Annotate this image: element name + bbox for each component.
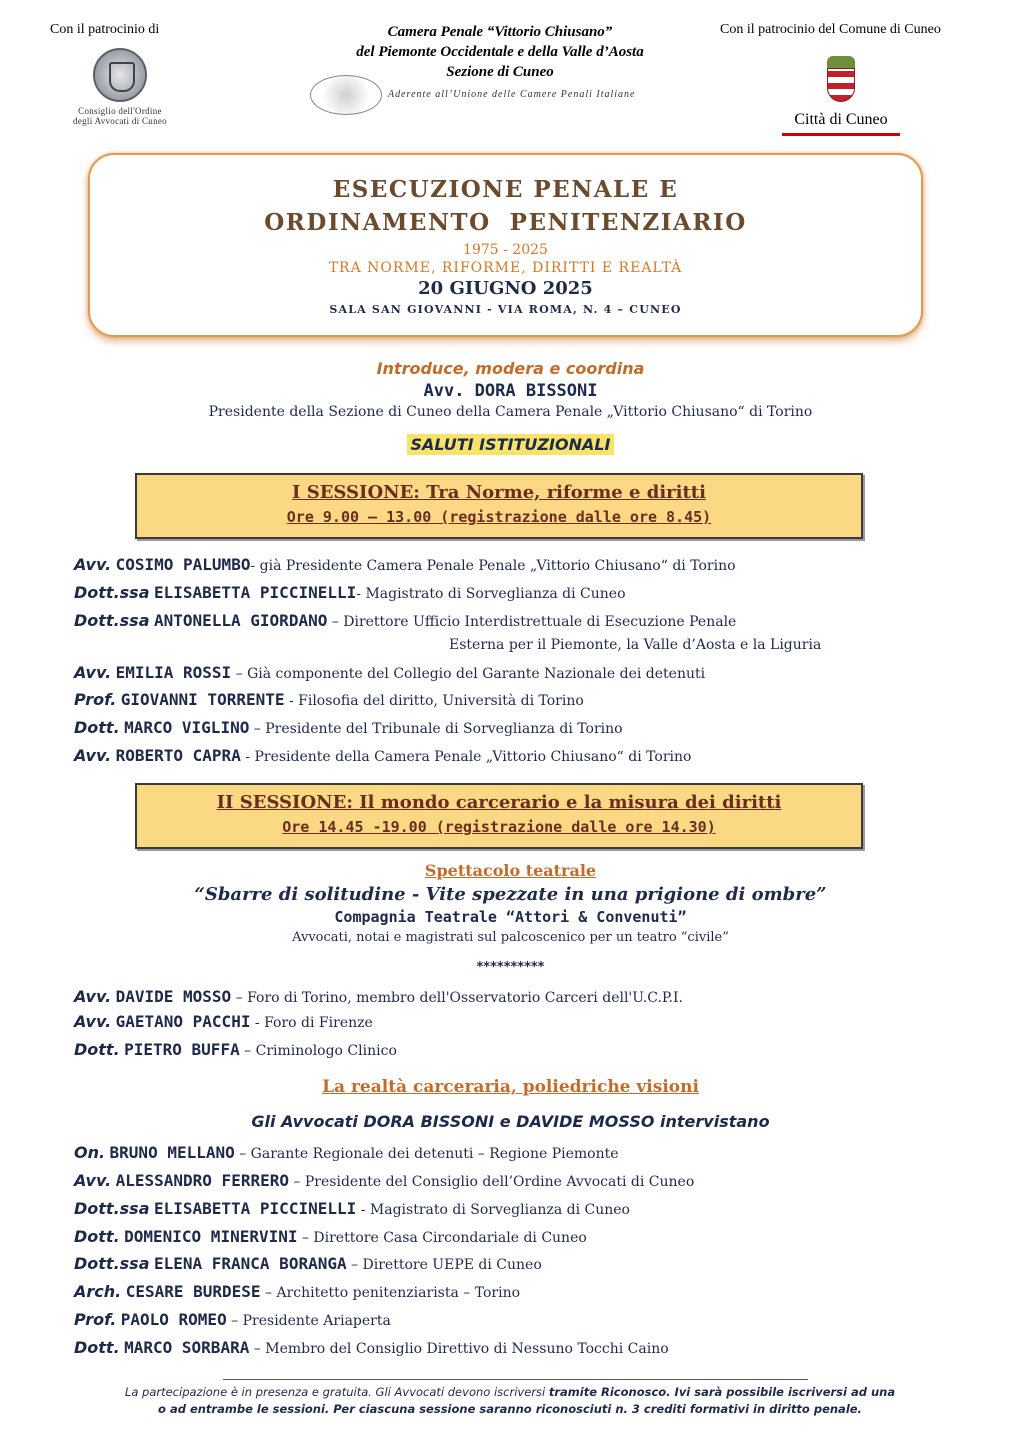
- speaker-title: Dott.ssa: [74, 1199, 150, 1218]
- speaker-title: Avv.: [74, 555, 112, 574]
- speaker-title: Dott.ssa: [74, 611, 150, 630]
- speaker-role: Filosofia del diritto, Università di Torino: [298, 693, 584, 709]
- header-left: [50, 22, 190, 126]
- speaker-row: [74, 581, 974, 606]
- patronage-right: Con il patrocinio del Comune di Cuneo: [720, 22, 941, 37]
- speaker-row: [74, 1141, 974, 1166]
- speaker-separator: –: [260, 1285, 277, 1301]
- event-date: 20 GIUGNO 2025: [418, 278, 593, 299]
- footer-divider: [223, 1379, 808, 1380]
- speaker-name: ALESSANDRO FERRERO: [115, 1171, 289, 1190]
- speaker-separator: –: [239, 1043, 256, 1059]
- moderator-name: Avv. DORA BISSONI: [423, 381, 598, 401]
- speaker-separator: -: [284, 693, 299, 709]
- session-1-box: [135, 473, 863, 539]
- speaker-row: [74, 985, 974, 1010]
- theatre-company: Compagnia Teatrale “Attori & Convenuti”: [334, 908, 687, 926]
- speaker-row: [74, 1252, 974, 1277]
- patronage-left: Con il patrocinio di: [50, 22, 160, 37]
- event-title-box: [88, 153, 923, 337]
- speaker-separator: –: [234, 1146, 251, 1162]
- cuneo-logo-text: Città di Cuneo: [794, 111, 888, 128]
- session-1-title: I SESSIONE: Tra Norme, riforme e diritti: [292, 482, 706, 503]
- speaker-role: Presidente del Tribunale di Sorveglianza di Torino: [265, 721, 623, 737]
- speaker-role: Magistrato di Sorveglianza di Cuneo: [369, 1202, 630, 1218]
- speaker-row: [74, 1038, 974, 1063]
- play-title: “Sbarre di solitudine - Vite spezzate in una prigione di ombre”: [194, 884, 827, 905]
- speaker-row: [74, 661, 974, 686]
- speaker-separator: -: [240, 749, 255, 765]
- speaker-title: Dott.ssa: [74, 1254, 150, 1273]
- speaker-title: Avv.: [74, 1171, 112, 1190]
- speaker-title: Dott.: [74, 1040, 120, 1059]
- speaker-separator: –: [346, 1257, 363, 1273]
- speaker-role: Direttore UEPE di Cuneo: [362, 1257, 542, 1273]
- speaker-separator: -: [356, 1202, 370, 1218]
- speaker-title: Avv.: [74, 987, 112, 1006]
- speaker-name: ELISABETTA PICCINELLI: [153, 583, 357, 602]
- speaker-title: Avv.: [74, 663, 112, 682]
- speaker-separator: –: [249, 721, 266, 737]
- speaker-role: Già componente del Collegio del Garante Nazionale dei detenuti: [247, 666, 706, 682]
- speaker-role: Garante Regionale dei detenuti – Regione Piemonte: [250, 1146, 619, 1162]
- bar-council-name: [50, 106, 190, 126]
- header-center: [300, 22, 700, 82]
- speaker-separator: –: [231, 990, 248, 1006]
- bar-council-seal-icon: [93, 48, 147, 102]
- speaker-name: ELISABETTA PICCINELLI: [153, 1199, 357, 1218]
- speaker-row: [74, 1169, 974, 1194]
- speaker-role: Criminologo Clinico: [255, 1043, 397, 1059]
- speaker-role: Architetto penitenziarista – Torino: [276, 1285, 521, 1301]
- speaker-separator: –: [288, 1174, 305, 1190]
- theatre-label: [0, 861, 1021, 880]
- footer-part3: o ad entrambe le sessioni. Per ciascuna sessione saranno riconosciuti n. 3 crediti formativi in diritto penale.: [158, 1402, 862, 1416]
- speaker-row: [74, 1010, 974, 1035]
- institutional-greetings: [0, 434, 1021, 455]
- speaker-row: [74, 688, 974, 713]
- speaker-row: [74, 1197, 974, 1222]
- speaker-name: DOMENICO MINERVINI: [124, 1227, 298, 1246]
- speaker-name: ELENA FRANCA BORANGA: [153, 1254, 347, 1273]
- speaker-title: Dott.: [74, 1227, 120, 1246]
- speaker-name: PIETRO BUFFA: [124, 1040, 240, 1059]
- speaker-row: [74, 716, 974, 741]
- speaker-role: Presidente Ariaperta: [242, 1313, 391, 1329]
- event-title-line1: ESECUZIONE PENALE E: [332, 176, 679, 203]
- intro-label: Introduce, modera e coordina: [376, 359, 645, 378]
- speaker-role: Foro di Torino, membro dell'Osservatorio Carceri dell'U.C.P.I.: [247, 990, 683, 1006]
- speaker-title: Dott.: [74, 1338, 120, 1357]
- speaker-role: già Presidente Camera Penale Penale „Vittorio Chiusano“ di Torino: [259, 558, 736, 574]
- speaker-name: GAETANO PACCHI: [115, 1012, 251, 1031]
- session-2-box: [135, 783, 863, 849]
- speaker-title: Avv.: [74, 746, 112, 765]
- speaker-row: [74, 1225, 974, 1250]
- speaker-title: Prof.: [74, 690, 117, 709]
- speaker-name: MARCO SORBARA: [124, 1338, 250, 1357]
- event-years: 1975 - 2025: [463, 242, 548, 258]
- speaker-row: [74, 744, 974, 769]
- organizer-logo-row: [310, 75, 700, 119]
- speaker-role: Membro del Consiglio Direttivo di Nessuno Tocchi Caino: [265, 1341, 669, 1357]
- speaker-row: [74, 1280, 974, 1305]
- speaker-role: Direttore Casa Circondariale di Cuneo: [313, 1230, 587, 1246]
- adherent-text: Aderente all’Unione delle Camere Penali Italiane: [388, 89, 636, 100]
- speaker-row: [74, 1308, 974, 1333]
- organizer-line3: Sezione di Cuneo: [446, 64, 554, 80]
- realta-label-text: La realtà carceraria, poliedriche visioni: [322, 1077, 699, 1097]
- speaker-role: Presidente del Consiglio dell’Ordine Avvocati di Cuneo: [304, 1174, 695, 1190]
- moderator-role: Presidente della Sezione di Cuneo della Camera Penale „Vittorio Chiusano“ di Torino: [208, 404, 813, 420]
- speaker-title: Prof.: [74, 1310, 117, 1329]
- institutional-greetings-label: SALUTI ISTITUZIONALI: [407, 434, 615, 455]
- speaker-name: MARCO VIGLINO: [124, 718, 250, 737]
- speaker-name: CESARE BURDESE: [125, 1282, 261, 1301]
- speaker-name: ANTONELLA GIORDANO: [153, 611, 328, 630]
- interview-line: Gli Avvocati DORA BISSONI e DAVIDE MOSSO intervistano: [251, 1112, 770, 1131]
- footer-part2: tramite Riconosco. Ivi sarà possibile iscriversi ad una: [548, 1385, 896, 1399]
- speaker-role: Presidente della Camera Penale „Vittorio Chiusano“ di Torino: [254, 749, 692, 765]
- speaker-separator: –: [297, 1230, 314, 1246]
- speaker-role: Direttore Ufficio Interdistrettuale di Esecuzione Penale: [343, 614, 737, 630]
- camera-penale-medallion-icon: [310, 75, 382, 115]
- session-2-title: II SESSIONE: Il mondo carcerario e la misura dei diritti: [216, 792, 782, 813]
- organizer-line1: Camera Penale “Vittorio Chiusano”: [387, 24, 613, 40]
- speaker-name: GIOVANNI TORRENTE: [120, 690, 285, 709]
- cuneo-logo: [782, 52, 900, 136]
- speaker-title: Arch.: [74, 1282, 122, 1301]
- header-right: [720, 22, 1005, 128]
- footer-note: [70, 1384, 950, 1418]
- event-venue: SALA SAN GIOVANNI - VIA ROMA, N. 4 – CUNEO: [329, 303, 682, 316]
- cuneo-crest-icon: [824, 56, 858, 104]
- footer-part1: La partecipazione è in presenza e gratuita. Gli Avvocati devono iscriversi: [124, 1385, 549, 1399]
- speaker-name: COSIMO PALUMBO: [115, 555, 251, 574]
- event-subtitle: TRA NORME, RIFORME, DIRITTI E REALTÀ: [328, 260, 683, 276]
- bar-council-name-line1: Consiglio dell'Ordine: [78, 106, 162, 116]
- speaker-name: BRUNO MELLANO: [109, 1143, 235, 1162]
- theatre-label-text: Spettacolo teatrale: [424, 861, 597, 880]
- speaker-title: Dott.: [74, 718, 120, 737]
- speaker-name: DAVIDE MOSSO: [115, 987, 232, 1006]
- speaker-title: On.: [74, 1143, 106, 1162]
- speaker-title: Avv.: [74, 1012, 112, 1031]
- organizer-line2: del Piemonte Occidentale e della Valle d’Aosta: [356, 44, 644, 60]
- separator-stars: **********: [476, 960, 545, 975]
- speaker-name: EMILIA ROSSI: [115, 663, 232, 682]
- speaker-name: ROBERTO CAPRA: [115, 746, 241, 765]
- bar-council-name-line2: degli Avvocati di Cuneo: [73, 116, 167, 126]
- speaker-row: [74, 1336, 974, 1361]
- speaker-separator: –: [327, 614, 344, 630]
- speaker-role: Magistrato di Sorveglianza di Cuneo: [365, 586, 626, 602]
- speaker-separator: –: [226, 1313, 243, 1329]
- speaker-separator: -: [250, 558, 260, 574]
- event-title-line2: ORDINAMENTO PENITENZIARIO: [264, 209, 747, 236]
- speaker-row: [74, 609, 974, 634]
- session-2-time: Ore 14.45 -19.00 (registrazione dalle ore 14.30): [282, 818, 716, 836]
- speaker-role: Foro di Firenze: [264, 1015, 373, 1031]
- speaker-title: Dott.ssa: [74, 583, 150, 602]
- speaker-name: PAOLO ROMEO: [120, 1310, 227, 1329]
- speaker-separator: -: [356, 586, 366, 602]
- session-1-time: Ore 9.00 – 13.00 (registrazione dalle ore 8.45): [286, 508, 712, 526]
- speaker-role-continuation: Esterna per il Piemonte, la Valle d’Aosta e la Liguria: [449, 637, 822, 653]
- theatre-company-description: Avvocati, notai e magistrati sul palcoscenico per un teatro “civile”: [292, 930, 729, 945]
- speaker-separator: –: [249, 1341, 266, 1357]
- speaker-separator: -: [250, 1015, 265, 1031]
- speaker-separator: –: [231, 666, 248, 682]
- event-title: [90, 173, 921, 239]
- realta-label: [0, 1077, 1021, 1097]
- speaker-row: [74, 553, 974, 578]
